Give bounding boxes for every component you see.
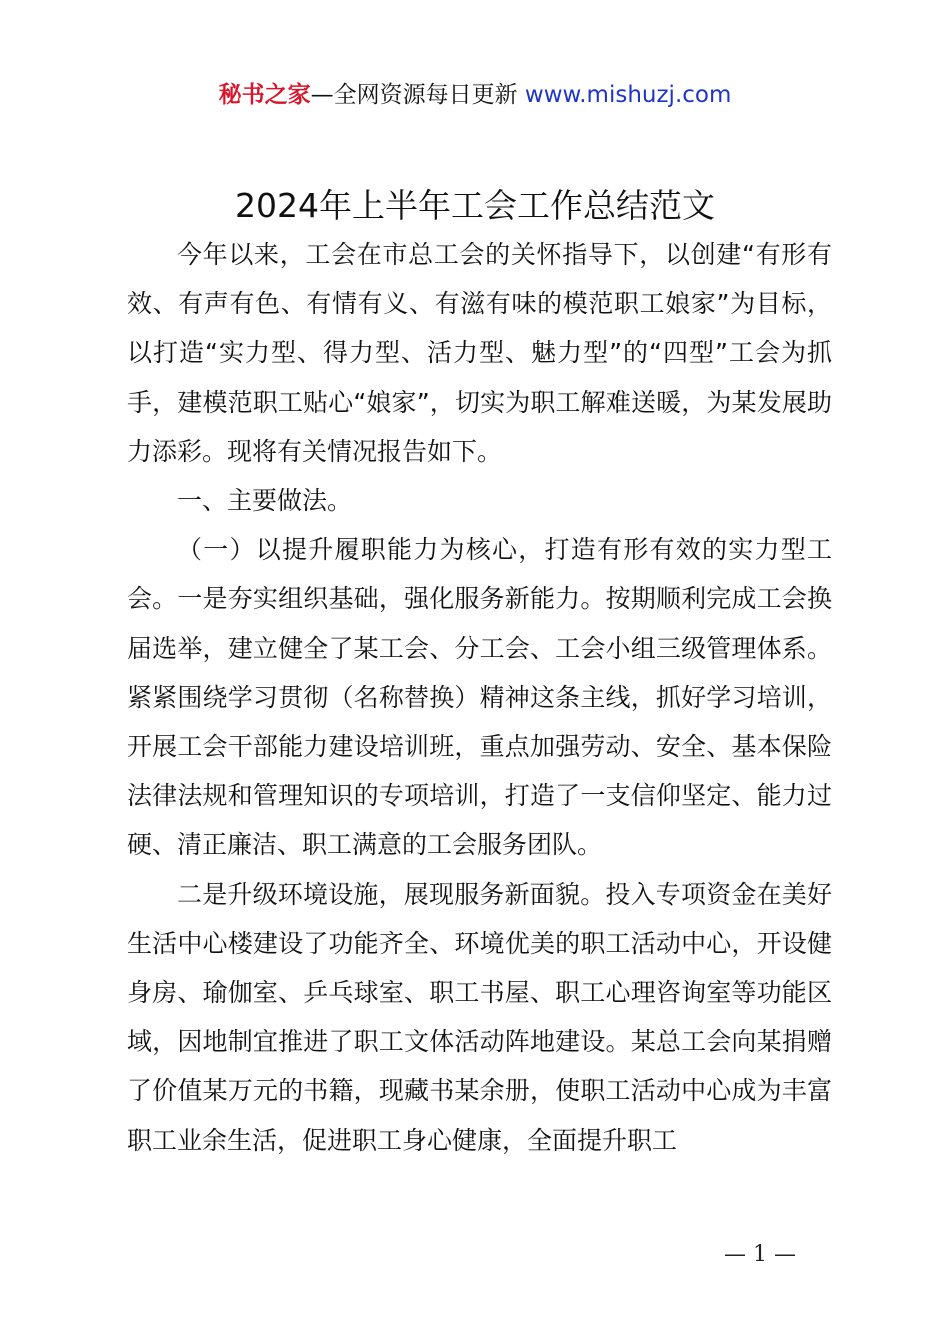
- document-body: [127, 230, 832, 1165]
- paragraph-capability: （一）以提升履职能力为核心，打造有形有效的实力型工会。一是夯实组织基础，强化服务新能力。按期顺利完成工会换届选举，建立健全了某工会、分工会、工会小组三级管理体系。紧紧围绕学习贯彻（名称替换）精神这条主线，抓好学习培训，开展工会干部能力建设培训班，重点加强劳动、安全、基本保险法律法规和管理知识的专项培训，打造了一支信仰坚定、能力过硬、清正廉洁、职工满意的工会服务团队。: [127, 535, 832, 860]
- paragraph-intro: 今年以来，工会在市总工会的关怀指导下，以创建“有形有效、有声有色、有情有义、有滋有味的模范职工娘家”为目标，以打造“实力型、得力型、活力型、魅力型”的“四型”工会为抓手，建模范职工贴心“娘家”，切实为职工解难送暖，为某发展助力添彩。现将有关情况报告如下。: [127, 240, 832, 466]
- paragraph-facilities: 二是升级环境设施，展现服务新面貌。投入专项资金在美好生活中心楼建设了功能齐全、环境优美的职工活动中心，开设健身房、瑜伽室、乒乓球室、职工书屋、职工心理咨询室等功能区域，因地制宜推进了职工文体活动阵地建设。某总工会向某捐赠了价值某万元的书籍，现藏书某余册，使职工活动中心成为丰富职工业余生活，促进职工身心健康，全面提升职工: [127, 879, 832, 1155]
- site-url-link[interactable]: www.mishuzj.com: [524, 82, 732, 108]
- document-title: 2024年上半年工会工作总结范文: [235, 186, 715, 225]
- site-header: [0, 78, 950, 112]
- site-tagline: —全网资源每日更新: [310, 82, 525, 108]
- page-number: — 1 —: [724, 1242, 796, 1267]
- site-brand: 秘书之家: [218, 82, 311, 108]
- section-heading-main-practices: 一、主要做法。: [177, 486, 353, 516]
